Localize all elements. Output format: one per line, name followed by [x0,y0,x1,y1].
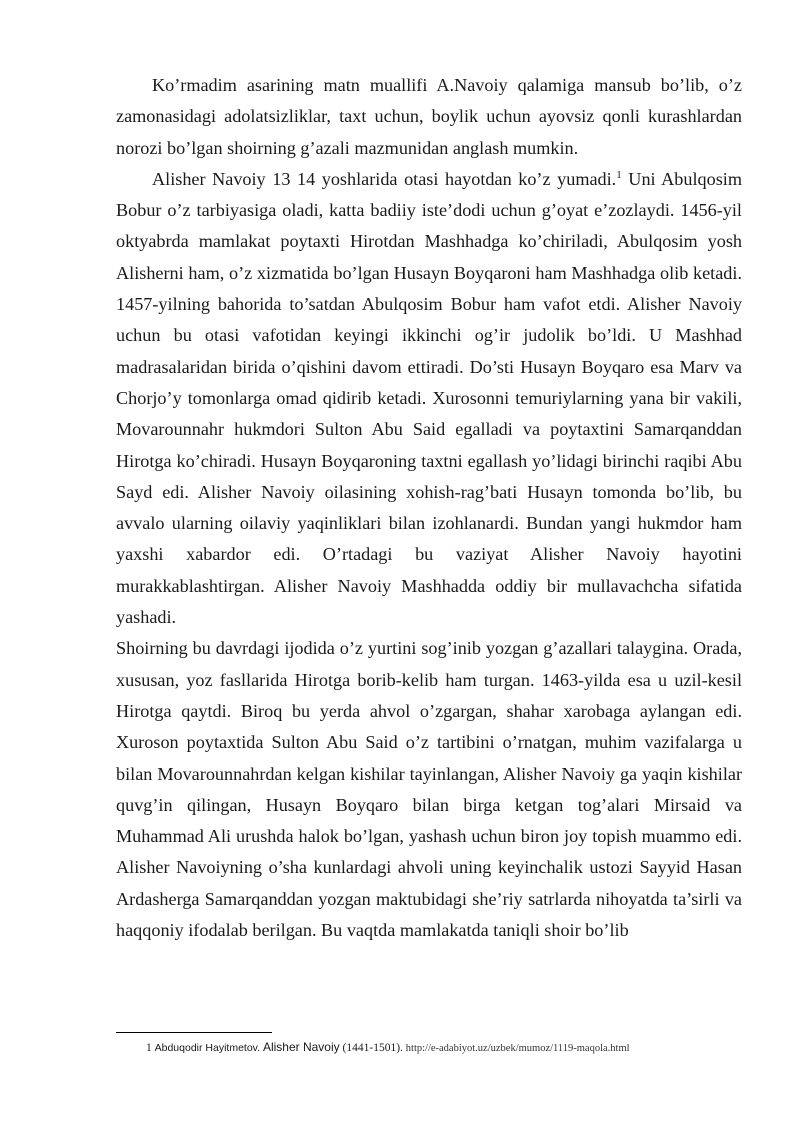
paragraph-2-start: Alisher Navoiy 13 14 yoshlarida otasi hayotdan ko’z yumadi. [152,168,617,189]
paragraph-2 [116,164,742,633]
paragraph-3: Shoirning bu davrdagi ijodida o’z yurtini sog’inib yozgan g’azallari talaygina. Orada, xususan, yoz fasllarida Hirotga borib-kelib ham turgan. 1463-yilda esa u uzil-kesil Hirotga qaytdi. Biroq bu yerda ahvol o’zgargan, shahar xarobaga aylangan edi. Xuroson poytaxtida Sulton Abu Said o’z tartibini o’rnatgan, muhim vazifalarga u bilan Movarounnahrdan kelgan kishilar tayinlangan, Alisher Navoiy ga yaqin kishilar quvg’in qilingan, Husayn Boyqaro bilan birga ketgan tog’alari Mirsaid va Muhammad Ali urushda halok bo’lgan, yashash uchun biron joy topish muammo edi. Alisher Navoiyning o’sha kunlardagi ahvoli uning keyinchalik ustozi Sayyid Hasan Ardasherga Samarqanddan yozgan maktubidagi she’riy satrlarda nihoyatda ta’sirli va haqqoniy ifodalab berilgan. Bu vaqtda mamlakatda taniqli shoir bo’lib [116,638,742,941]
footnote-separator [116,1032,272,1033]
footnote-number: 1 [146,1042,152,1054]
footnote-link[interactable]: http://e-adabiyot.uz/uzbek/mumoz/1119-maqola.html [405,1043,630,1054]
footnote-years: (1441-1501). [342,1042,403,1054]
paragraph-2-rest: Uni Abulqosim Bobur o’z tarbiyasiga oladi, katta badiiy iste’dodi uchun g’oyat e’zozlaydi. 1456-yil oktyabrda mamlakat poytaxti Hirotdan Mashhadga ko’chiriladi, Abulqosim yosh Alisherni ham, o’z xizmatida bo’lgan Husayn Boyqaroni ham Mashhadga olib ketadi. 1457-yilning bahorida to’satdan Abulqosim Bobur ham vafot etdi. Alisher Navoiy uchun bu otasi vafotidan keyingi ikkinchi og’ir judolik bo’ldi. U Mashhad madrasalaridan birida o’qishini davom ettiradi. Do’sti Husayn Boyqaro esa Marv va Chorjo’y tomonlarga omad qidirib ketadi. Xurosonni temuriylarning yana bir vakili, Movarounnahr hukmdori Sulton Abu Said egalladi va poytaxtini Samarqanddan Hirotga ko’chiradi. Husayn Boyqaroning taxtni egallash yo’lidagi birinchi raqibi Abu Sayd edi. Alisher Navoiy oilasining xohish-rag’bati Husayn tomonda bo’lib, bu avvalo ularning oilaviy yaqinliklari bilan izohlanardi. Bundan yangi hukmdor ham yaxshi xabardor edi. O’rtadagi bu vaziyat Alisher Navoiy hayotini murakkablashtirgan. Alisher Navoiy Mashhadda oddiy bir mullavachcha sifatida yashadi. [116,168,742,628]
footnote-marker[interactable]: 1 [616,168,622,181]
footnote-title: Alisher Navoiy [262,1040,340,1054]
paragraph-1: Ko’rmadim asarining matn muallifi A.Navoiy qalamiga mansub bo’lib, o’z zamonasidagi adolatsizliklar, taxt uchun, boylik uchun ayovsiz qonli kurashlardan norozi bo’lgan shoirning g’azali mazmunidan anglash mumkin. [116,75,742,158]
body-text [116,70,742,946]
footnote-author: Abduqodir Hayitmetov. [154,1042,261,1054]
footnote [146,1040,746,1056]
